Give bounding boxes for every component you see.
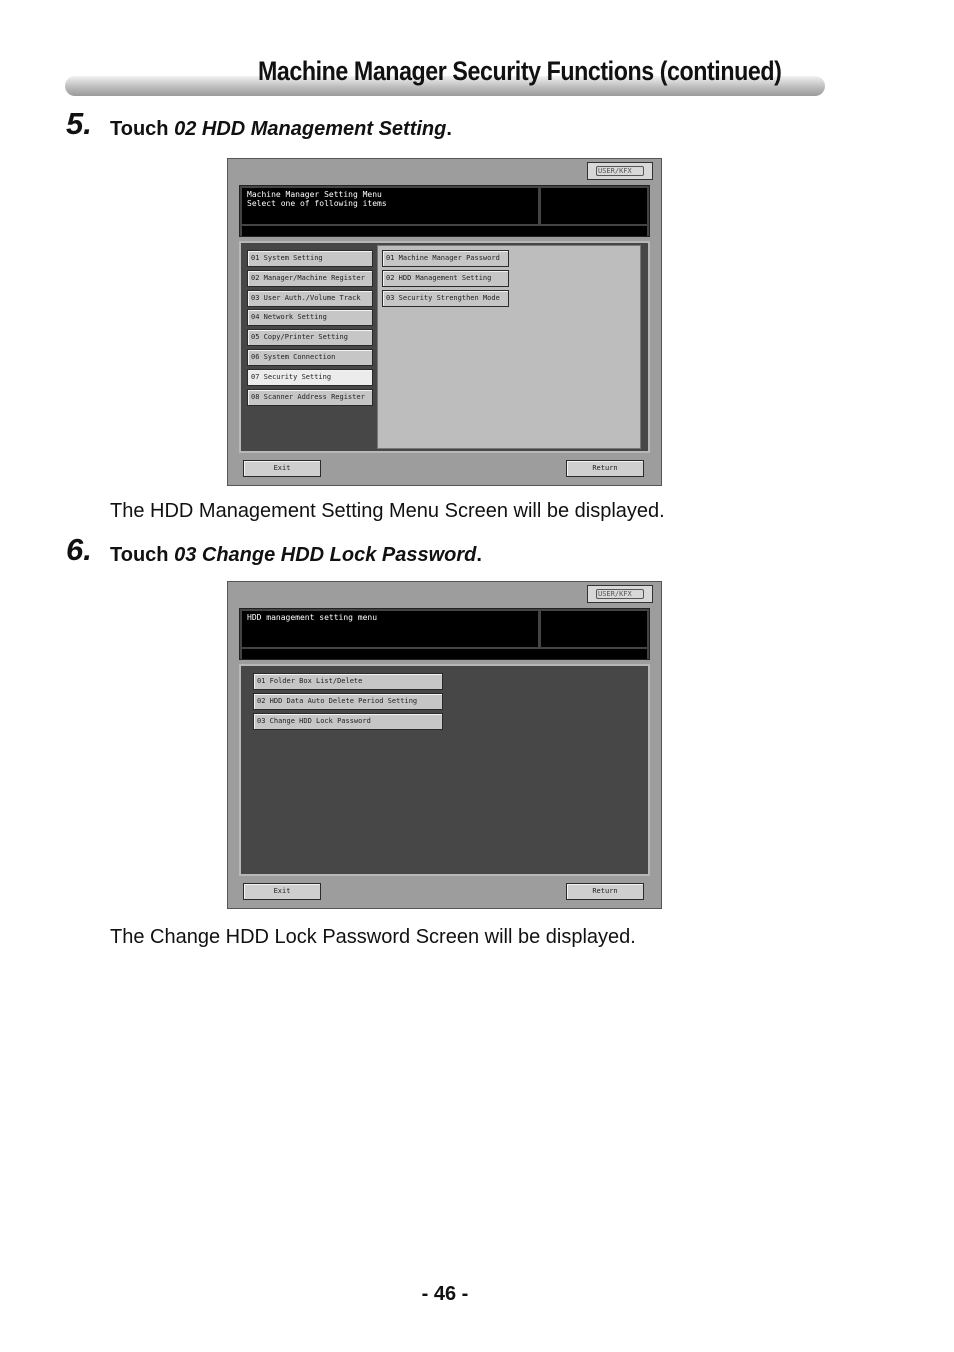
step-6-caption: The Change HDD Lock Password Screen will be displayed. <box>110 926 636 948</box>
submenu-hdd-management-setting[interactable]: 02 HDD Management Setting <box>382 270 509 287</box>
step-5-instruction <box>110 118 452 141</box>
status-strip <box>242 649 647 659</box>
user-tab-label: USER/KFX <box>598 590 632 598</box>
menu-system-setting[interactable]: 01 System Setting <box>247 250 373 267</box>
machine-manager-setting-screen <box>227 158 662 486</box>
message-text: HDD management setting menu <box>247 613 378 622</box>
menu-hdd-data-auto-delete[interactable]: 02 HDD Data Auto Delete Period Setting <box>253 693 443 710</box>
step-6-target: 03 Change HDD Lock Password <box>174 544 477 566</box>
step-5-target: 02 HDD Management Setting <box>174 118 447 140</box>
message-side-area <box>541 611 647 647</box>
menu-user-auth-volume-track[interactable]: 03 User Auth./Volume Track <box>247 290 373 307</box>
hdd-management-setting-screen <box>227 581 662 909</box>
step-6-punct: . <box>476 544 482 566</box>
step-5-caption: The HDD Management Setting Menu Screen will be displayed. <box>110 500 665 522</box>
message-line-1: Machine Manager Setting Menu <box>247 190 382 199</box>
step-6-instruction <box>110 544 482 567</box>
page-title: Machine Manager Security Functions (continued) <box>258 56 782 86</box>
menu-copy-printer-setting[interactable]: 05 Copy/Printer Setting <box>247 329 373 346</box>
exit-button[interactable]: Exit <box>243 883 321 900</box>
message-line-2: Select one of following items <box>247 199 387 208</box>
page-number: - 46 - <box>421 1283 469 1305</box>
step-6-touch-word: Touch <box>110 544 169 566</box>
step-6-number: 6. <box>66 532 92 567</box>
menu-change-hdd-lock-password[interactable]: 03 Change HDD Lock Password <box>253 713 443 730</box>
menu-folder-box-list-delete[interactable]: 01 Folder Box List/Delete <box>253 673 443 690</box>
menu-scanner-address-register[interactable]: 08 Scanner Address Register <box>247 389 373 406</box>
step-5-number: 5. <box>66 106 92 141</box>
return-button[interactable]: Return <box>566 883 644 900</box>
menu-security-setting[interactable]: 07 Security Setting <box>247 369 373 386</box>
submenu-security-strengthen-mode[interactable]: 03 Security Strengthen Mode <box>382 290 509 307</box>
menu-network-setting[interactable]: 04 Network Setting <box>247 309 373 326</box>
submenu-machine-manager-password[interactable]: 01 Machine Manager Password <box>382 250 509 267</box>
return-button[interactable]: Return <box>566 460 644 477</box>
step-5-touch-word: Touch <box>110 118 169 140</box>
step-5-punct: . <box>446 118 452 140</box>
user-tab-label: USER/KFX <box>598 167 632 175</box>
status-strip <box>242 226 647 236</box>
message-text <box>247 190 387 208</box>
message-side-area <box>541 188 647 224</box>
menu-system-connection[interactable]: 06 System Connection <box>247 349 373 366</box>
exit-button[interactable]: Exit <box>243 460 321 477</box>
menu-manager-machine-register[interactable]: 02 Manager/Machine Register <box>247 270 373 287</box>
